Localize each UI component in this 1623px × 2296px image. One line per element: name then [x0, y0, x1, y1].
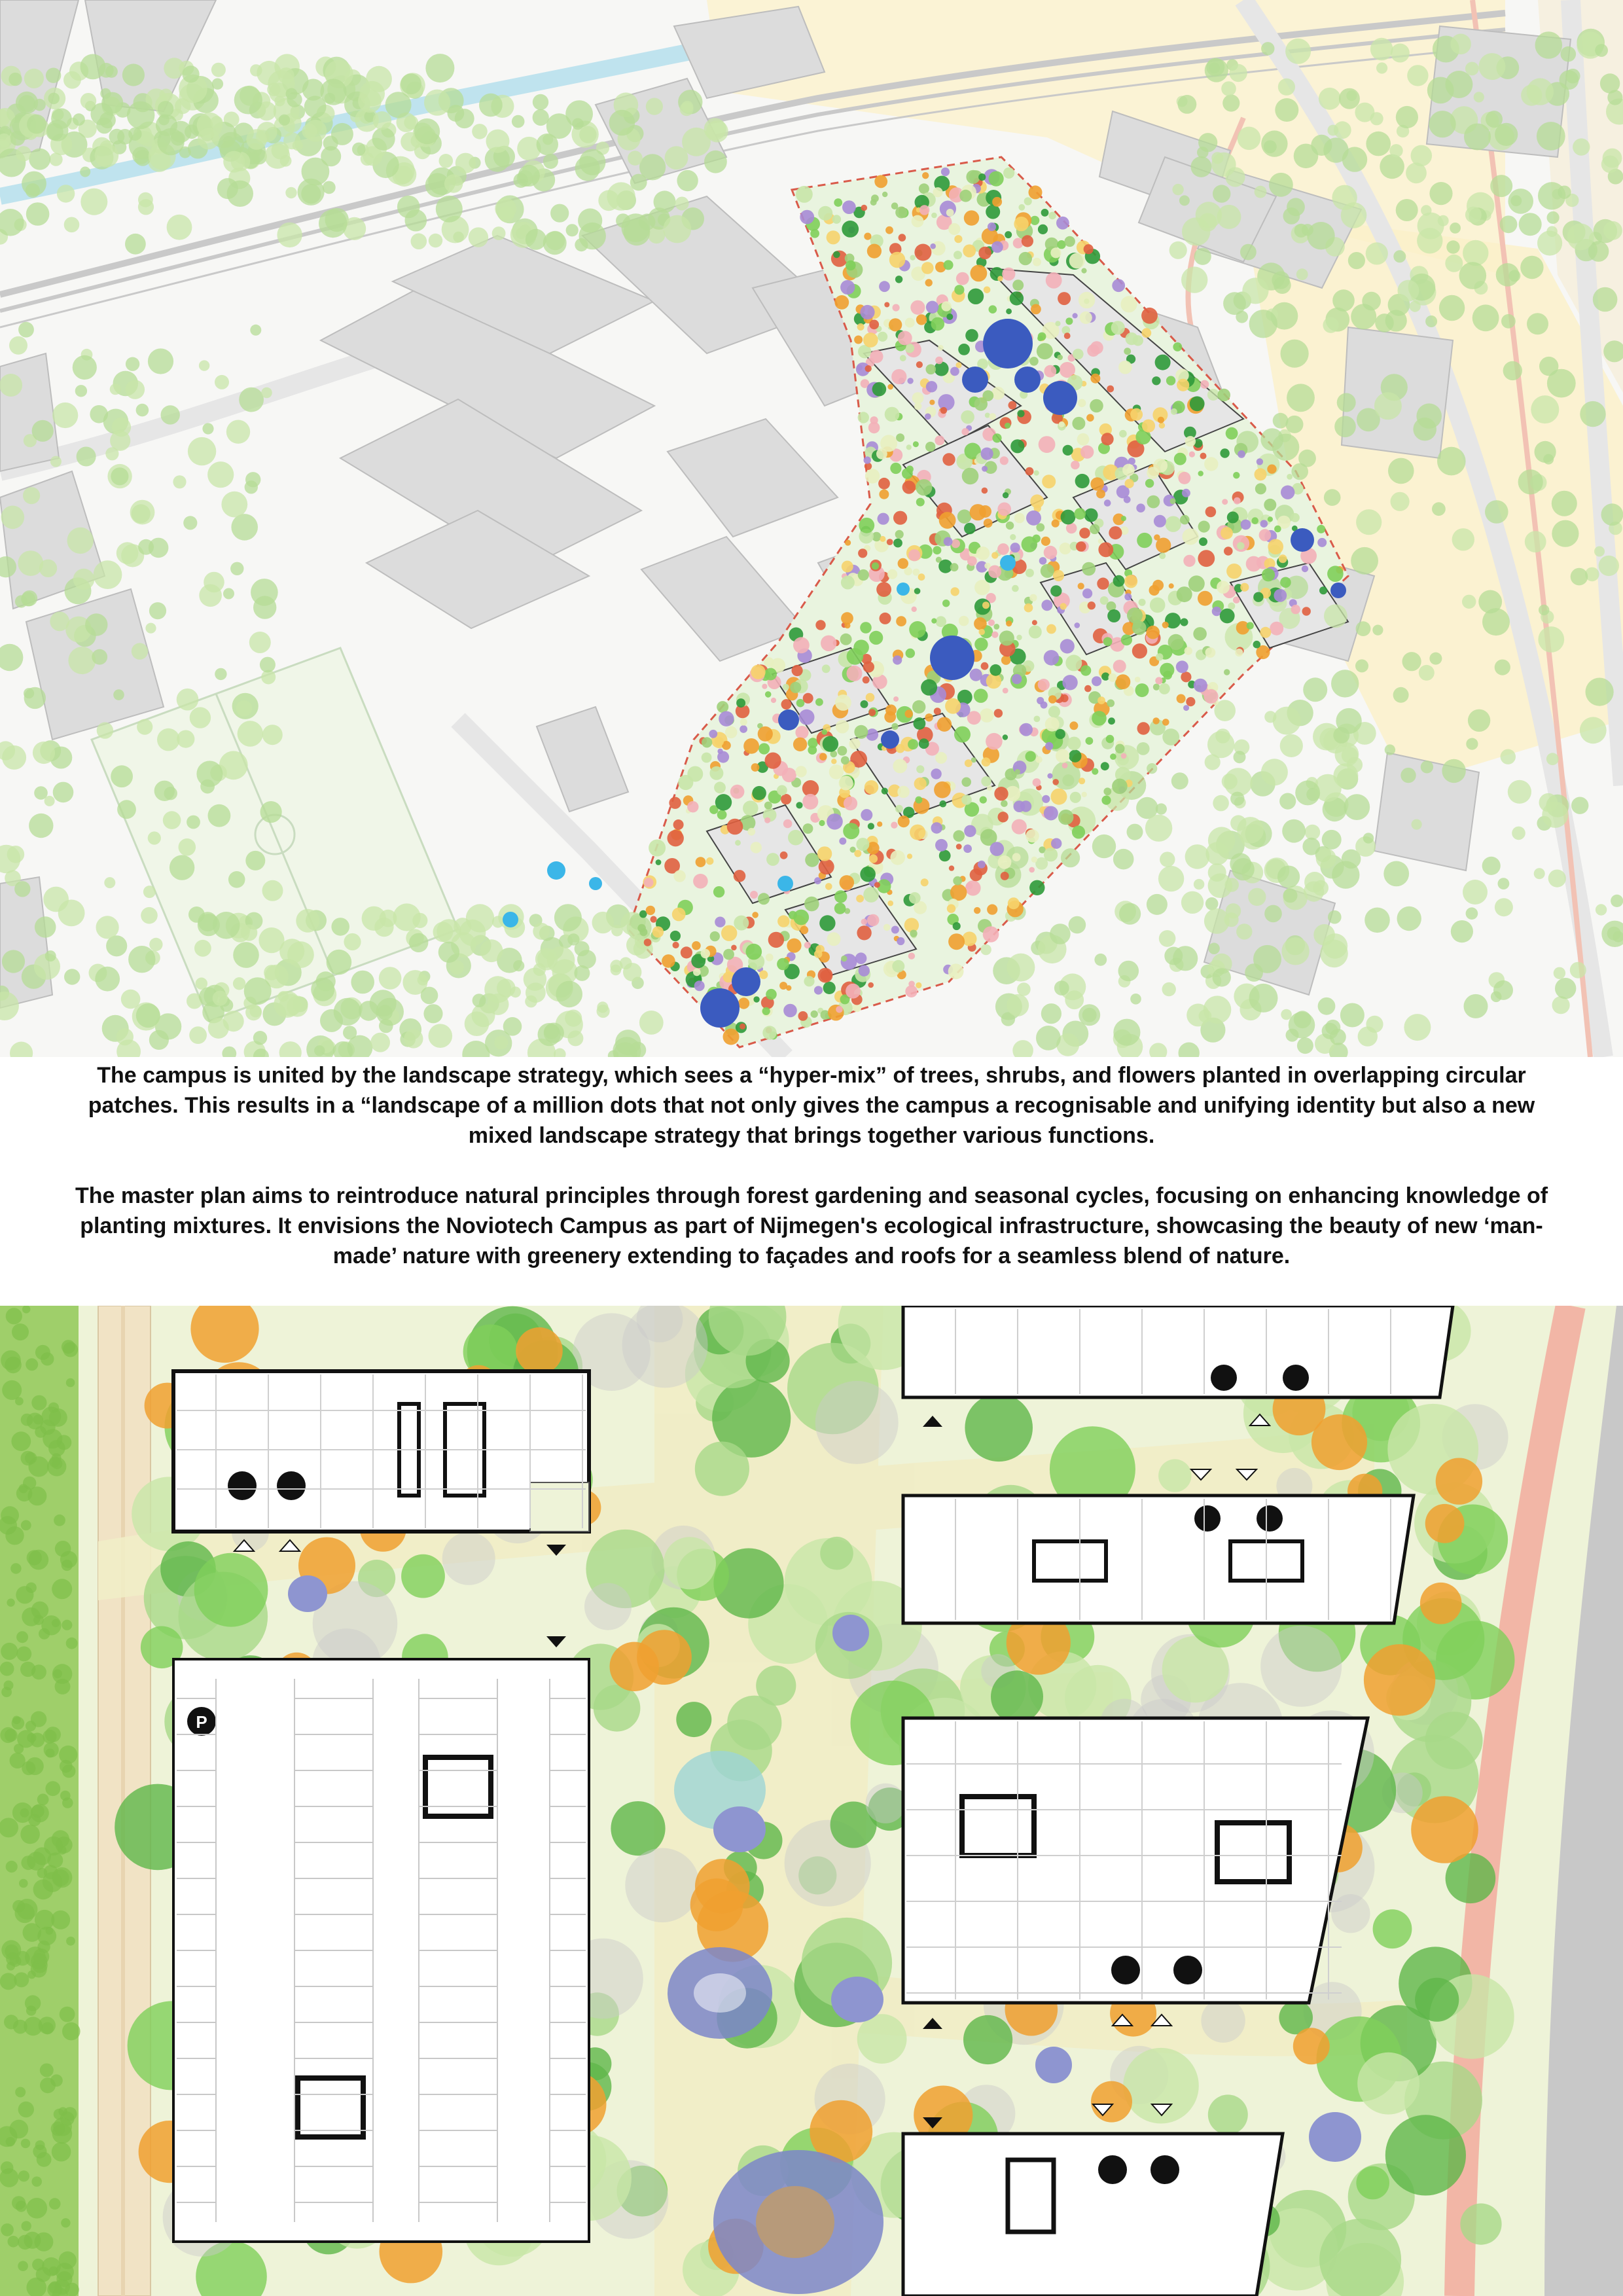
bicycle-parking-icon [228, 1471, 257, 1500]
building-5-office [903, 1718, 1368, 2003]
building-6-office [903, 2134, 1283, 2296]
caption-block [0, 1057, 1623, 1306]
caption-paragraph-2: The master plan aims to reintroduce natural principles through forest gardening and seasonal cycles, focusing on enhancing knowledge of planting mixtures. It envisions the Noviotech Campus as part of Nijmegen's ecological infrastructure, showcasing the beauty of new ‘man-made’ nature with greenery extending to façades and roofs for a seamless blend of nature. [75, 1183, 1548, 1268]
bicycle-parking-icon [1194, 1505, 1221, 1532]
accessible-icon [1283, 1365, 1309, 1391]
building-1-office [173, 1371, 589, 1532]
site-plan-map [0, 0, 1623, 1057]
detail-plan-map [0, 1306, 1623, 2296]
bicycle-parking-icon [1211, 1365, 1237, 1391]
bicycle-parking-icon [1098, 2155, 1127, 2184]
caption-paragraph-1: The campus is united by the landscape strategy, which sees a “hyper-mix” of trees, shrubs, and flowers planted in overlapping circular patches. This results in a “landscape of a million dots that not only gives the campus a recognisable and unifying identity but also a new mixed landscape strategy that brings together various functions. [88, 1063, 1535, 1148]
accessible-icon [1150, 2155, 1179, 2184]
building-2-parking-garage [173, 1659, 589, 2242]
accessible-icon [277, 1471, 306, 1500]
bicycle-parking-icon [1111, 1956, 1140, 1984]
accessible-icon [1173, 1956, 1202, 1984]
accessible-icon [1257, 1505, 1283, 1532]
parking-label: P [196, 1712, 207, 1732]
building-3-office [903, 1306, 1453, 1397]
building-4-office [903, 1496, 1414, 1623]
